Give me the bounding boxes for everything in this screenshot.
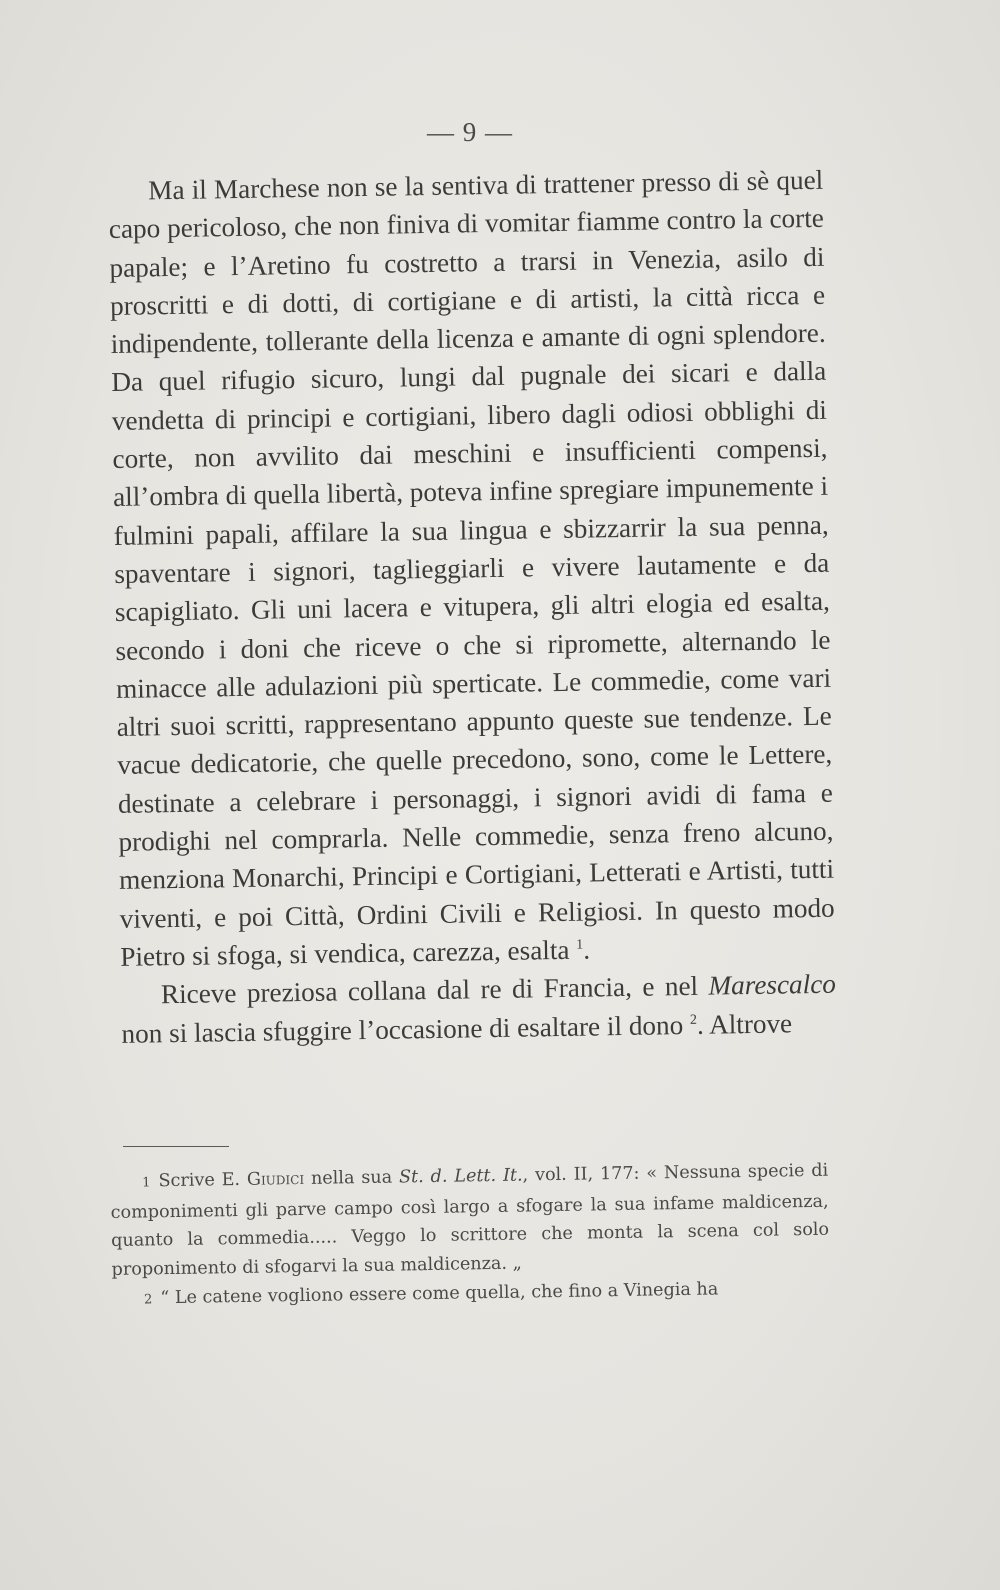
paragraph-1-text: Ma il Marchese non se la sentiva di trattener presso di sè quel capo pericoloso, che non finiva di vomitar fiamme contro la corte papale; e l’Aretino fu costretto a trarsi in Venezia, asilo di proscritti e di dotti, di cortigiane e di artisti, la città ricca e indipendente, tollerante della licenza e amante di ogni splendore. Da quel rifugio sicuro, lungi dal pugnale dei sicari e dalla vendetta di principi e cortigiani, libero dagli odiosi obblighi di corte, non avvilito dai meschini e insufficienti compensi, all’ombra di quella libertà, poteva infine spregiare impunemente i fulmini papali, affilare la sua lingua e sbizzarrir la sua penna, spaventare i signori, taglieggiarli e vivere lautamente e da scapigliato. Gli uni lacera e vitupera, gli altri elogia ed esalta, secondo i doni che riceve o che si ripromette, alternando le minacce alle adulazioni più sperticate. Le commedie, come vari altri suoi scritti, rappresentano appunto queste sue tendenze. Le vacue dedicatorie, che quelle precedono, sono, come le Lettere, destinate a celebrare i personaggi, i signori avidi di fama e prodighi nel comprarla. Nelle commedie, senza freno alcuno, menziona Monarchi, Principi e Cortigiani, Letterati e Artisti, tutti viventi, e poi Città, Ordini Civili e Religiosi. In questo modo Pietro si sfoga, si vendica, carezza, esalta xyxy=(108,164,835,972)
footnote-2-number: 2 xyxy=(143,1292,153,1308)
work-title-marescalco: Marescalco xyxy=(708,968,837,1001)
paragraph-2-text-a: Riceve preziosa collana dal re di Francia, e nel xyxy=(160,971,699,1010)
footnote-separator xyxy=(123,1146,229,1147)
main-text xyxy=(108,161,837,1053)
footnote-1-text-c: , vol. II, 177: « Nessuna specie di componimenti gli parve campo così largo a sfogare la sua infame maldicenza, quanto la commedia..... Veggo lo scrittore che monta la scena col solo proponimento di sfogarvi la sua maldicenza. „ xyxy=(110,1160,830,1281)
paragraph-2-text-c: . Altrove xyxy=(696,1007,793,1040)
footnotes xyxy=(110,1157,830,1316)
paragraph-1-end: . xyxy=(582,934,591,965)
footnote-2-text: “ Le catene vogliono essere come quella, che fino a Vinegia ha xyxy=(160,1279,719,1309)
paragraph-2 xyxy=(121,965,837,1053)
paragraph-2-text-b: non si lascia sfuggire l’occasione di esaltare il dono xyxy=(121,1009,684,1049)
footnote-1-author: Giudici xyxy=(246,1168,305,1190)
footnote-1-number: 1 xyxy=(142,1175,151,1191)
footnote-1 xyxy=(110,1157,830,1285)
page-number: — 9 — xyxy=(427,117,513,147)
footnote-ref-2: 2 xyxy=(689,1012,698,1028)
footnote-1-work-title: St. d. Lett. It. xyxy=(398,1165,523,1188)
footnote-ref-1: 1 xyxy=(576,937,584,953)
footnote-1-text-b: nella sua xyxy=(310,1167,393,1189)
footnote-1-text-a: Scrive E. xyxy=(158,1169,241,1192)
paragraph-1 xyxy=(108,161,836,976)
